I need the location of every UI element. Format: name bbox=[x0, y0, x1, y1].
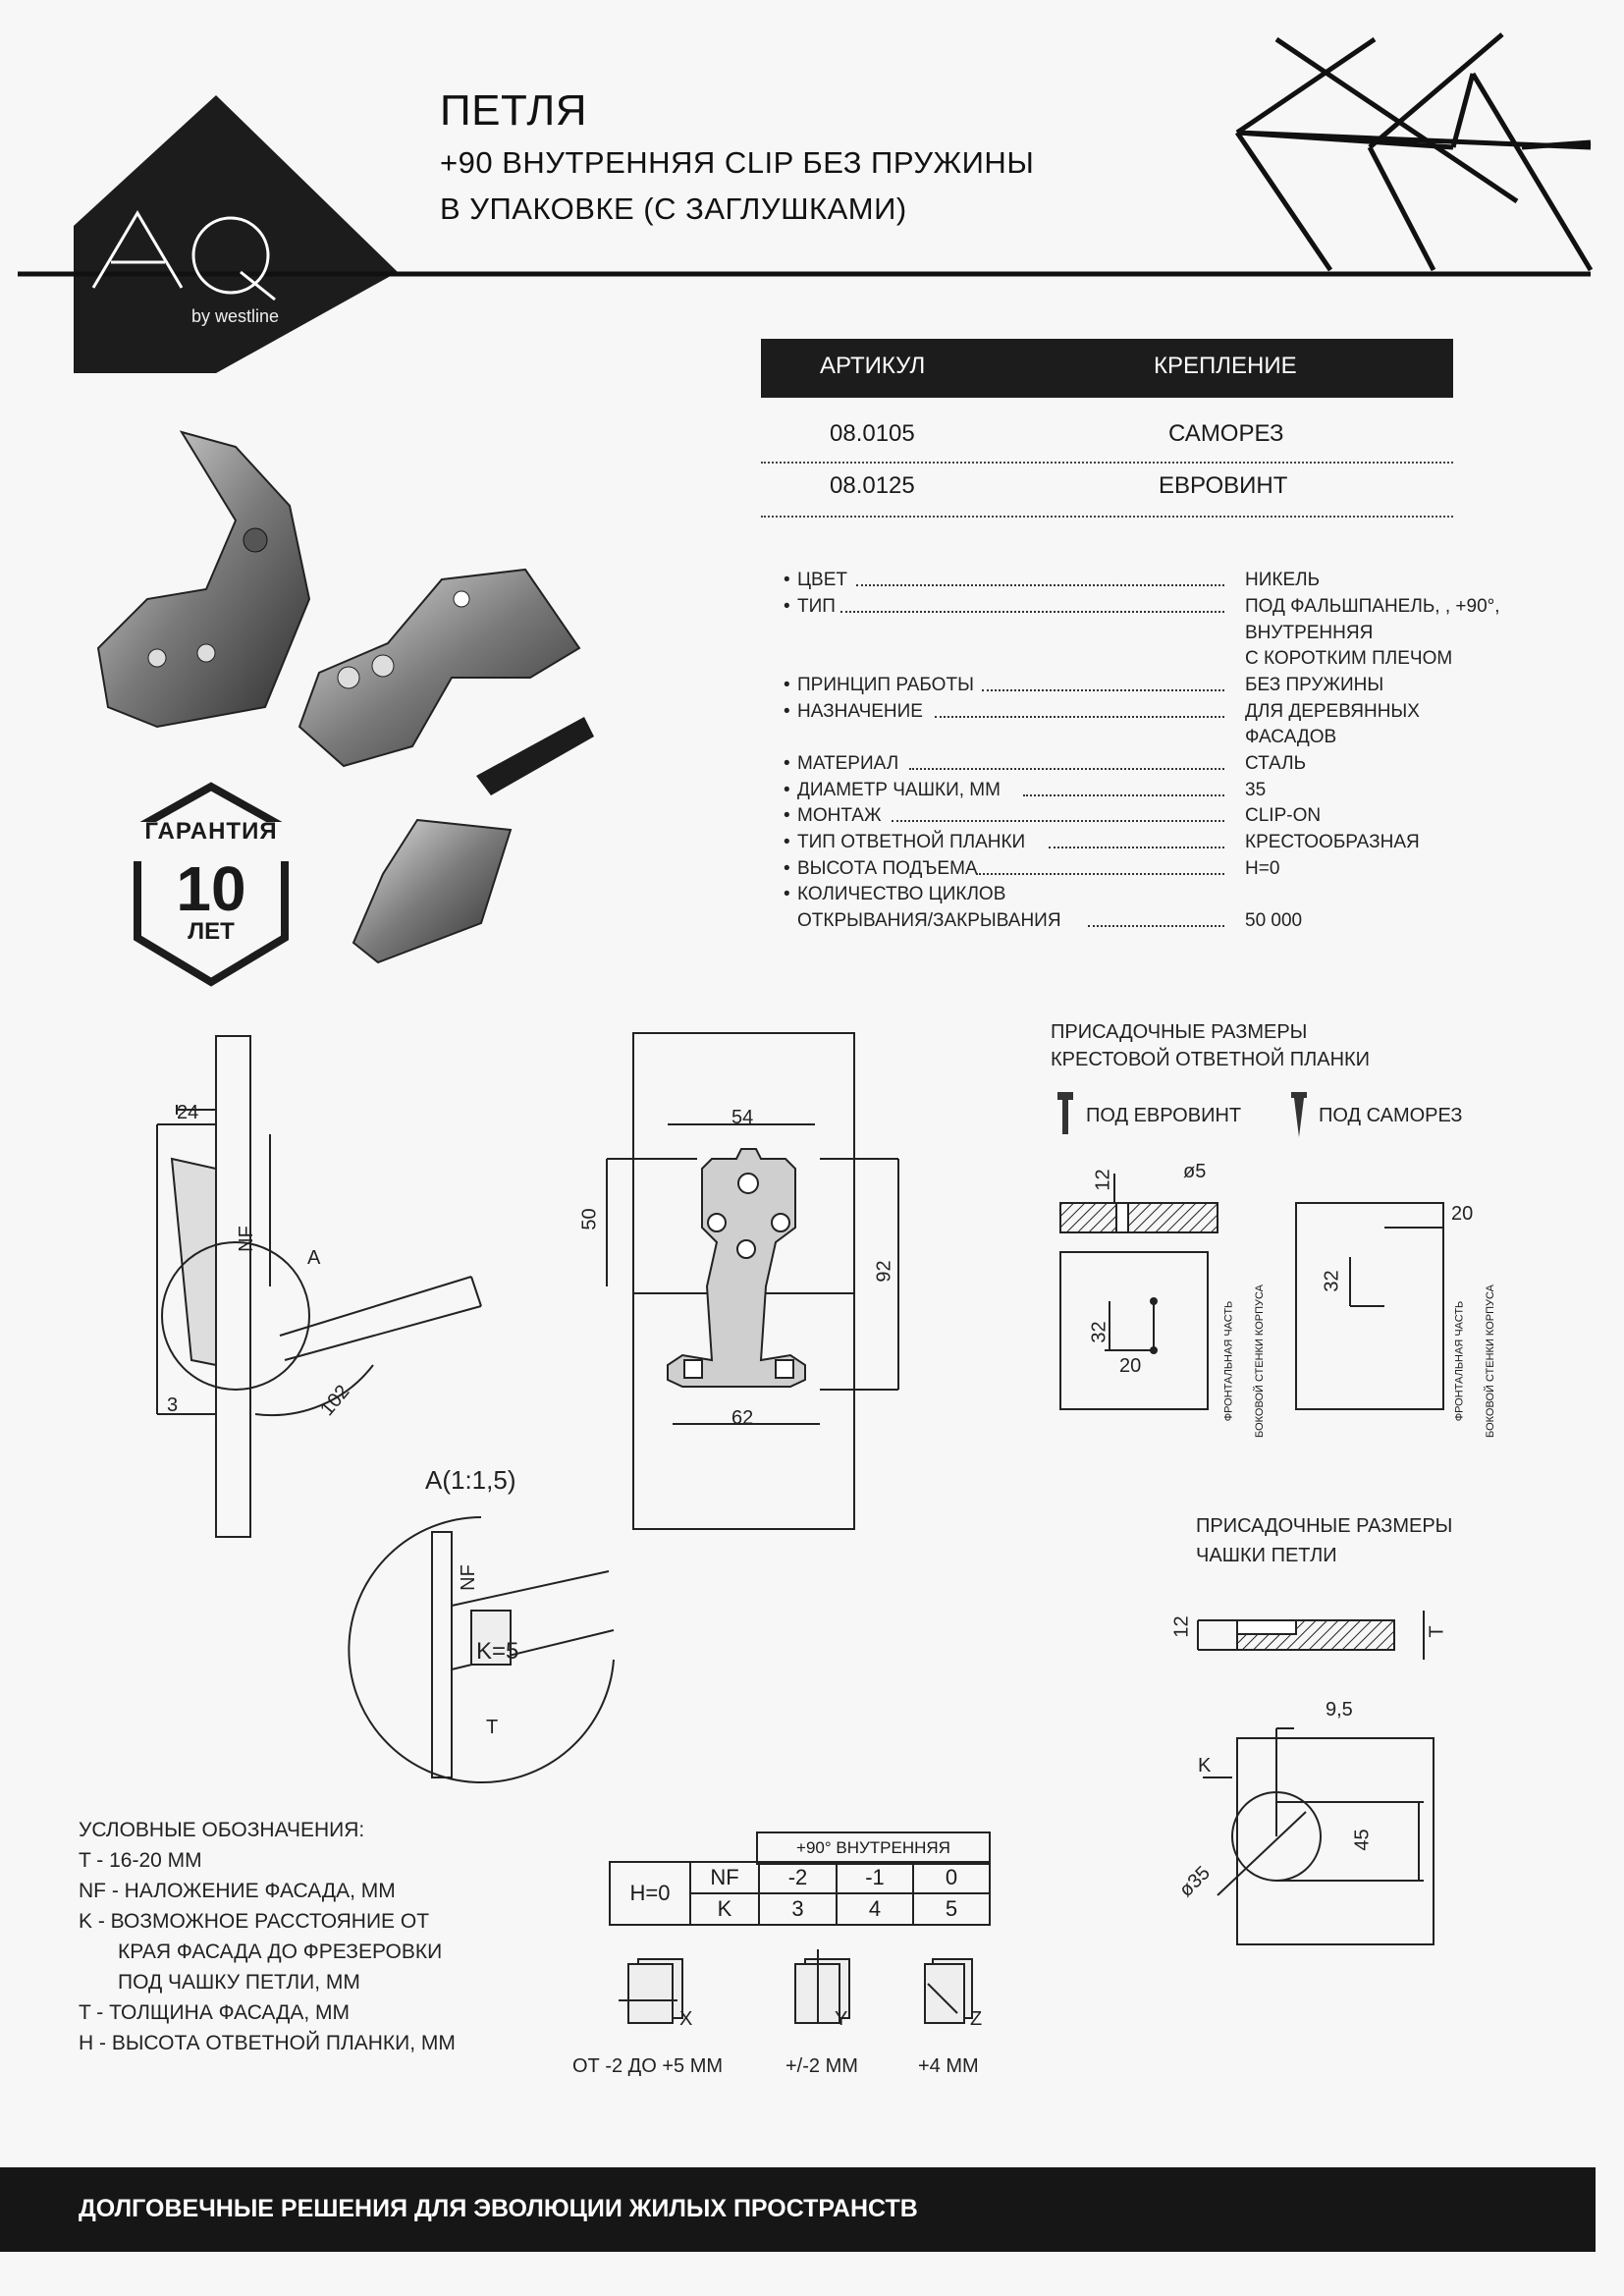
overlay-k: K bbox=[689, 1892, 760, 1926]
cup-dim-95: 9,5 bbox=[1326, 1699, 1353, 1721]
adjust-icons bbox=[619, 1949, 1011, 2038]
row-fastening: ЕВРОВИНТ bbox=[1159, 472, 1288, 499]
front-drawing bbox=[599, 1021, 903, 1542]
hinge-front-view bbox=[668, 1149, 805, 1387]
plate-title-1: ПРИСАДОЧНЫЕ РАЗМЕРЫ bbox=[1051, 1021, 1308, 1043]
screw-label: ПОД САМОРЕЗ bbox=[1319, 1105, 1463, 1126]
side-text-2b: БОКОВОЙ СТЕНКИ КОРПУСА bbox=[1485, 1284, 1497, 1439]
warranty-bottom: ЛЕТ bbox=[188, 918, 235, 945]
col-article: АРТИКУЛ bbox=[820, 353, 926, 379]
overlay-cell: 3 bbox=[758, 1892, 838, 1926]
dim-62: 62 bbox=[731, 1407, 754, 1429]
axis-z: Z bbox=[970, 2008, 983, 2030]
spec-value: КРЕСТООБРАЗНАЯ bbox=[1245, 832, 1420, 852]
plate-dim-32b: 32 bbox=[1321, 1270, 1343, 1292]
cup-drawing bbox=[1178, 1591, 1502, 1964]
overlay-h: H=0 bbox=[609, 1861, 691, 1926]
spec-value: ДЛЯ ДЕРЕВЯННЫХ bbox=[1245, 701, 1420, 722]
spec-item: • МОНТАЖ CLIP-ON bbox=[784, 805, 1322, 826]
legend-title: УСЛОВНЫЕ ОБОЗНАЧЕНИЯ: bbox=[79, 1819, 365, 1841]
warranty-top: ГАРАНТИЯ bbox=[144, 818, 278, 845]
overlay-cell: -2 bbox=[758, 1861, 838, 1894]
subtitle-line1: +90 ВНУТРЕННЯЯ CLIP БЕЗ ПРУЖИНЫ bbox=[440, 145, 1035, 180]
detail-k: K=5 bbox=[476, 1638, 519, 1665]
cup-dim-12: 12 bbox=[1170, 1615, 1193, 1638]
spec-item: • ЦВЕТ НИКЕЛЬ bbox=[784, 570, 1321, 590]
spec-value: CLIP-ON bbox=[1245, 805, 1322, 826]
dim-54: 54 bbox=[731, 1107, 754, 1128]
footer-bar bbox=[0, 2167, 1596, 2252]
row-article: 08.0125 bbox=[830, 472, 915, 499]
legend-line: NF - НАЛОЖЕНИЕ ФАСАДА, ММ bbox=[79, 1880, 396, 1902]
plate-dim-20a: 20 bbox=[1119, 1355, 1142, 1377]
spec-value: H=0 bbox=[1245, 858, 1280, 879]
spec-label: МОНТАЖ bbox=[797, 805, 882, 826]
spec-item: • ТИП ПОД ФАЛЬШПАНЕЛЬ, , +90°, bbox=[784, 596, 1500, 617]
hinge-closed-image bbox=[299, 570, 579, 766]
overlay-table bbox=[609, 1831, 987, 1926]
spec-label: МАТЕРИАЛ bbox=[797, 753, 899, 774]
geometric-decoration bbox=[1237, 34, 1591, 270]
spec-label: КОЛИЧЕСТВО ЦИКЛОВ bbox=[797, 884, 1006, 904]
dim-3: 3 bbox=[167, 1394, 179, 1416]
detail-t: T bbox=[486, 1717, 499, 1738]
axis-x: X bbox=[679, 2008, 693, 2030]
spec-value: НИКЕЛЬ bbox=[1245, 570, 1321, 590]
detail-title: A(1:1,5) bbox=[425, 1465, 516, 1495]
dim-102: 102 bbox=[316, 1381, 354, 1421]
spec-label: ПРИНЦИП РАБОТЫ bbox=[797, 675, 974, 695]
plate-dim-20b: 20 bbox=[1451, 1203, 1474, 1225]
spec-value: 50 000 bbox=[1245, 910, 1303, 931]
cap-image bbox=[476, 717, 594, 795]
overlay-cell: 4 bbox=[836, 1892, 914, 1926]
legend-line: K - ВОЗМОЖНОЕ РАССТОЯНИЕ ОТ bbox=[79, 1910, 430, 1933]
cup-dim-t: T bbox=[1426, 1625, 1448, 1638]
side-text-1: ФРОНТАЛЬНАЯ ЧАСТЬ bbox=[1222, 1300, 1235, 1422]
logo-sub: by westline bbox=[191, 306, 280, 326]
legend-line: ПОД ЧАШКУ ПЕТЛИ, ММ bbox=[118, 1971, 360, 1994]
spec-item: • ТИП ОТВЕТНОЙ ПЛАНКИ КРЕСТООБРАЗНАЯ bbox=[784, 832, 1420, 852]
plate-dim-12: 12 bbox=[1092, 1169, 1114, 1191]
legend-line: T - ТОЛЩИНА ФАСАДА, ММ bbox=[79, 2001, 351, 2024]
spec-label: ВЫСОТА ПОДЪЕМА bbox=[797, 858, 978, 879]
legend-line: T - 16-20 ММ bbox=[79, 1849, 202, 1872]
spec-value: 35 bbox=[1245, 780, 1267, 800]
cup-dim-45: 45 bbox=[1351, 1829, 1374, 1851]
spec-label: ОТКРЫВАНИЯ/ЗАКРЫВАНИЯ bbox=[797, 910, 1061, 931]
dim-nf: NF bbox=[235, 1226, 257, 1252]
euro-screw-icon bbox=[1056, 1090, 1075, 1139]
table-row bbox=[761, 412, 1453, 464]
subtitle-line2: В УПАКОВКЕ (С ЗАГЛУШКАМИ) bbox=[440, 191, 907, 226]
side-text-1b: ФРОНТАЛЬНАЯ ЧАСТЬ bbox=[1453, 1300, 1466, 1422]
plate-title-2: КРЕСТОВОЙ ОТВЕТНОЙ ПЛАНКИ bbox=[1051, 1049, 1371, 1070]
cup-dim-k: K bbox=[1198, 1755, 1212, 1777]
overlay-cell: 0 bbox=[912, 1861, 991, 1894]
plate-drawing bbox=[1056, 1154, 1507, 1478]
cup-dim-d35: ø35 bbox=[1174, 1862, 1215, 1902]
spec-item: • ДИАМЕТР ЧАШКИ, ММ 35 bbox=[784, 780, 1267, 800]
adjust-x-caption: ОТ -2 ДО +5 ММ bbox=[572, 2055, 724, 2077]
detail-nf: NF bbox=[457, 1564, 479, 1591]
spec-value: ПОД ФАЛЬШПАНЕЛЬ, , +90°, bbox=[1245, 596, 1500, 617]
page-title: ПЕТЛЯ bbox=[440, 86, 588, 135]
side-text-2: БОКОВОЙ СТЕНКИ КОРПУСА bbox=[1254, 1284, 1267, 1439]
spec-item: • ПРИНЦИП РАБОТЫ БЕЗ ПРУЖИНЫ bbox=[784, 675, 1384, 695]
wood-screw-icon bbox=[1289, 1090, 1309, 1139]
dim-a: A bbox=[307, 1247, 321, 1269]
spec-value: С КОРОТКИМ ПЛЕЧОМ bbox=[1245, 648, 1453, 669]
plate-dim-32a: 32 bbox=[1088, 1321, 1110, 1343]
hinge-open-image bbox=[98, 432, 309, 727]
spec-label: ТИП bbox=[797, 596, 836, 617]
spec-label: НАЗНАЧЕНИЕ bbox=[797, 701, 923, 722]
cup-title-1: ПРИСАДОЧНЫЕ РАЗМЕРЫ bbox=[1196, 1515, 1453, 1537]
overlay-header: +90° ВНУТРЕННЯЯ bbox=[756, 1831, 991, 1865]
cover-plate-image bbox=[353, 820, 511, 962]
spec-item bbox=[784, 910, 1471, 936]
axis-y: Y bbox=[835, 2008, 848, 2030]
warranty-number: 10 bbox=[176, 853, 246, 924]
footer-text: ДОЛГОВЕЧНЫЕ РЕШЕНИЯ ДЛЯ ЭВОЛЮЦИИ ЖИЛЫХ ПРОСТРАНСТВ bbox=[79, 2195, 918, 2222]
spec-item: • НАЗНАЧЕНИЕ ДЛЯ ДЕРЕВЯННЫХ bbox=[784, 701, 1420, 722]
table-row bbox=[761, 466, 1453, 518]
euro-label: ПОД ЕВРОВИНТ bbox=[1086, 1105, 1242, 1126]
row-fastening: САМОРЕЗ bbox=[1168, 420, 1284, 447]
article-table-header bbox=[761, 339, 1453, 398]
spec-value: СТАЛЬ bbox=[1245, 753, 1307, 774]
row-article: 08.0105 bbox=[830, 420, 915, 447]
dim-92: 92 bbox=[873, 1260, 895, 1283]
adjust-z-caption: +4 ММ bbox=[918, 2055, 979, 2077]
overlay-cell: -1 bbox=[836, 1861, 914, 1894]
legend-line: H - ВЫСОТА ОТВЕТНОЙ ПЛАНКИ, ММ bbox=[79, 2032, 456, 2054]
overlay-nf: NF bbox=[689, 1861, 760, 1894]
dim-50: 50 bbox=[578, 1208, 601, 1230]
dim-24: 24 bbox=[177, 1102, 199, 1123]
plate-dim-d5: ø5 bbox=[1183, 1161, 1207, 1182]
spec-label: ДИАМЕТР ЧАШКИ, ММ bbox=[797, 780, 1001, 800]
spec-value: БЕЗ ПРУЖИНЫ bbox=[1245, 675, 1384, 695]
spec-label: ЦВЕТ bbox=[797, 570, 848, 590]
spec-value: ФАСАДОВ bbox=[1245, 727, 1337, 747]
adjust-y-caption: +/-2 ММ bbox=[785, 2055, 858, 2077]
cup-title-2: ЧАШКИ ПЕТЛИ bbox=[1196, 1545, 1337, 1566]
legend-line: КРАЯ ФАСАДА ДО ФРЕЗЕРОВКИ bbox=[118, 1941, 443, 1963]
overlay-cell: 5 bbox=[912, 1892, 991, 1926]
spec-item: • МАТЕРИАЛ СТАЛЬ bbox=[784, 753, 1307, 774]
spec-label: ТИП ОТВЕТНОЙ ПЛАНКИ bbox=[797, 832, 1026, 852]
col-fastening: КРЕПЛЕНИЕ bbox=[1154, 353, 1297, 379]
spec-value: ВНУТРЕННЯЯ bbox=[1245, 623, 1374, 643]
spec-item: • КОЛИЧЕСТВО ЦИКЛОВ bbox=[784, 884, 1006, 904]
spec-item: • ВЫСОТА ПОДЪЕМА H=0 bbox=[784, 858, 1280, 879]
legend bbox=[79, 1815, 456, 2058]
